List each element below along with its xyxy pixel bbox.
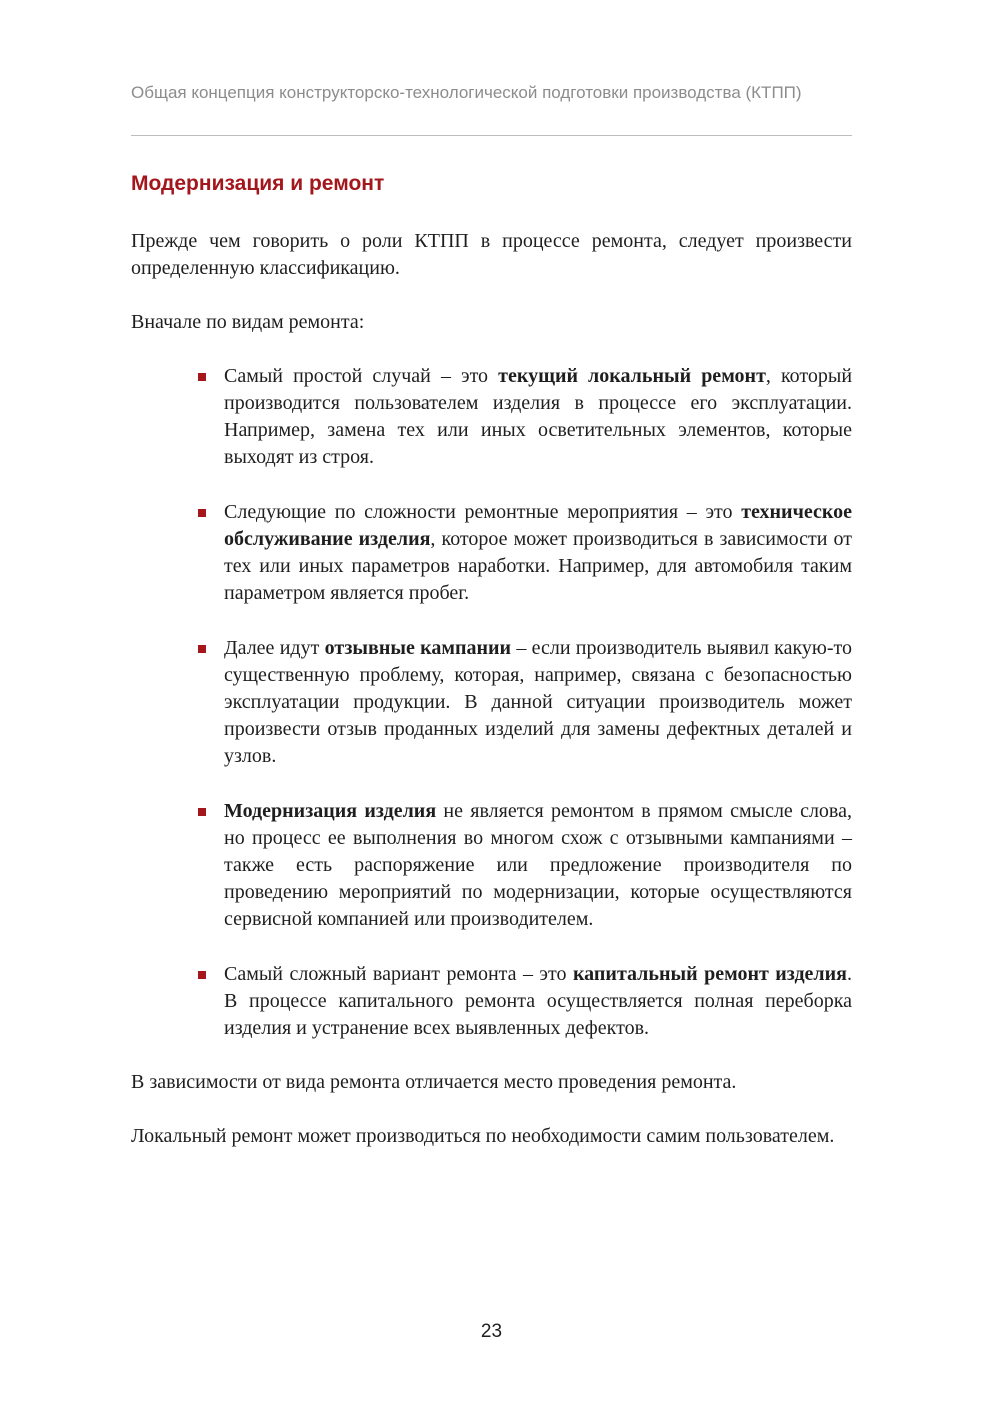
page-number: 23 — [480, 1321, 503, 1342]
section-title: Модернизация и ремонт — [131, 172, 385, 195]
bullet-square-icon — [198, 808, 206, 816]
repair-location-paragraph: В зависимости от вида ремонта отличается место проведения ремонта. — [131, 1071, 737, 1093]
bullet-square-icon — [198, 645, 206, 653]
list-item-bold-term: отзывные кампании — [324, 637, 512, 659]
running-header: Общая концепция конструкторско-технологической подготовки производства (КТПП) — [131, 83, 802, 102]
bullet-square-icon — [198, 971, 206, 979]
repair-types-list — [131, 363, 852, 1042]
list-item-text-before: Далее идут — [224, 637, 325, 659]
repair-kinds-paragraph: Вначале по видам ремонта: — [131, 311, 365, 333]
list-item-text-before: Самый простой случай – это — [224, 365, 499, 387]
list-item-bold-term: текущий локальный ремонт — [498, 365, 766, 387]
list-item-text-after: , который производится пользователем изделия в процессе его эксплуатации. Например, замена тех или иных осветительных элементов, которые выходят из строя. — [224, 365, 853, 468]
bullet-square-icon — [198, 509, 206, 517]
list-item-text-after: не является ремонтом в прямом смысле слова, но процесс ее выполнения во многом схож с отзывными кампаниями – также есть распоряжение или предложение производителя по проведению мероприятий по модернизации, которые осуществляются сервисной компанией или производителем. — [224, 800, 852, 930]
intro-paragraph: Прежде чем говорить о роли КТПП в процессе ремонта, следует произвести определенную классификацию. — [131, 230, 852, 279]
local-repair-paragraph: Локальный ремонт может производиться по необходимости самим пользователем. — [131, 1125, 835, 1147]
list-item — [224, 961, 852, 1042]
list-item-bold-term: техническое обслуживание изделия — [224, 501, 852, 550]
list-item-text-after: . В процессе капитального ремонта осуществляется полная переборка изделия и устранение всех выявленных дефектов. — [224, 963, 852, 1039]
bullet-square-icon — [198, 373, 206, 381]
list-item — [224, 798, 852, 933]
list-item-bold-term: Модернизация изделия — [224, 800, 437, 822]
body-text — [131, 228, 852, 1150]
list-item — [224, 499, 852, 607]
list-item-text-before: Следующие по сложности ремонтные мероприятия – это — [224, 501, 742, 523]
header-divider — [131, 135, 852, 136]
list-item — [224, 363, 852, 471]
list-item-text-after: – если производитель выявил какую-то существенную проблему, которая, например, связана с безопасностью эксплуатации продукции. В данной ситуации производитель может произвести отзыв проданных изделий для замены дефектных деталей и узлов. — [224, 637, 852, 767]
list-item-bold-term: капитальный ремонт изделия — [572, 963, 847, 985]
list-item-text-before: Самый сложный вариант ремонта – это — [224, 963, 573, 985]
list-item-text-after: , которое может производиться в зависимости от тех или иных параметров наработки. Например, для автомобиля таким параметром является пробег. — [224, 528, 852, 604]
list-item — [224, 635, 852, 770]
